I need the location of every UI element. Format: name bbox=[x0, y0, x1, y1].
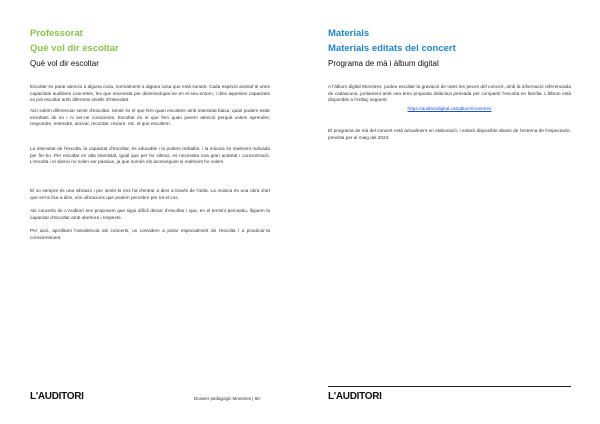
heading-left: Què vol dir escoltar bbox=[30, 43, 119, 54]
paragraph-2: Així solem diferenciar sentir d'escoltar. Sentir és el que fem quan escoltem amb intensitat baixa, quan podem estar envoltats de so i ni ser-ne conscients. Escoltar és el que fem quan parem atenció perquè volem aprendre, respondre, entendre, arxivar, recordar, reviure, etc. el que escoltem. bbox=[30, 108, 270, 127]
subheading-left: Què vol dir escoltar bbox=[30, 59, 99, 68]
right-page bbox=[300, 0, 600, 424]
paragraph-3: La intensitat de l'escolta, la capacitat d'escoltar, és educable i la podem treballar, i la música és realment indicada per fer-ho. Per escoltar en alta intensitat, igual que per fer silenci, es necessita una gran activitat i concentració. L'escolta i el silenci no solen ser passius, ja que només els aconseguim si realment ho volem. bbox=[30, 146, 270, 165]
page-footer: Dossier pedagògic Monstres | 60 bbox=[194, 396, 260, 401]
program-paragraph: El programa de mà del concert està actualment en elaboració, i estarà disponible abans de l'estrena de l'espectacle, prevista per al maig del 2023. bbox=[328, 128, 571, 140]
heading-right: Materials editats del concert bbox=[328, 43, 456, 54]
auditori-logo-left: L'AUDITORI bbox=[30, 391, 84, 402]
paragraph-6: Per això, aprofitant l'assistència als concerts, us convidem a parar especialment de l'escolta i a practicar-la conscientment. bbox=[30, 228, 270, 240]
auditori-logo-right: L'AUDITORI bbox=[328, 391, 382, 402]
section-title-left: Professorat bbox=[30, 28, 83, 39]
album-paragraph: A l'àlbum digital Monstres, podeu escoltar la gravació de totes les peces del concert, amb la informació referenciada de cadascuna, juntament amb una breu proposta didàctica pensada per compartir l'escolta en família. L'àlbum està disponible a l'enllaç següent: bbox=[328, 84, 571, 103]
paragraph-4: El so sempre és una vibració i per sentir-lo ens ha d'entrar a dins a través de l'oïda. La música és una obra d'art que se'ns fica a dins, són vibracions que podem percebre per tot el cos. bbox=[30, 188, 270, 200]
album-link[interactable]: https://auditoridigital.cat/album/monstres bbox=[407, 106, 492, 111]
footer-divider bbox=[328, 386, 571, 387]
section-title-right: Materials bbox=[328, 28, 370, 39]
paragraph-5: Als concerts de L'Auditori ens proposem que sigui difícil deixar d'escoltar i que, en el termini perceptiu, lliguem la capacitat d'escoltar amb obertura i respecte. bbox=[30, 208, 270, 220]
paragraph-1: Escoltar és parar atenció a alguna cosa, normalment a alguna cosa que està sonant. Cada espècie animal té unes capacitats auditives concretes, les que necessita per desenvolupar-se en el seu entorn, i dins aquestes capacitats es pot escoltar amb diferents nivells d'intensitat. bbox=[30, 84, 270, 103]
subheading-right: Programa de mà i àlbum digital bbox=[328, 59, 439, 68]
